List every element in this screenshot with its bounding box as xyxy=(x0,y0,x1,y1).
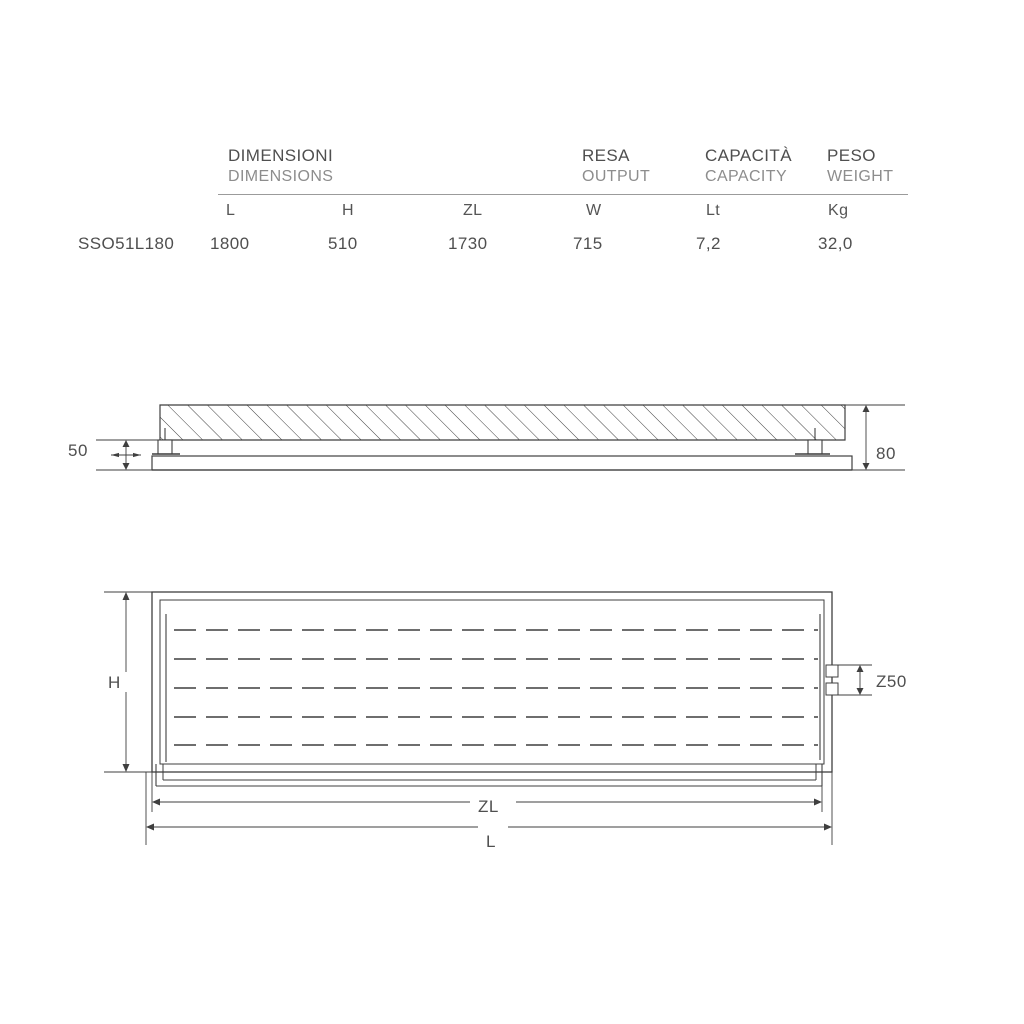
value-zl: 1730 xyxy=(448,234,488,253)
value-capacity: 7,2 xyxy=(696,234,721,253)
header-weight-it: PESO xyxy=(827,146,876,165)
header-output-en: OUTPUT xyxy=(582,168,651,185)
label-height: H xyxy=(108,673,121,692)
value-weight: 32,0 xyxy=(818,234,853,253)
label-l: L xyxy=(486,832,496,851)
front-view xyxy=(104,592,907,851)
label-side-left: 50 xyxy=(68,441,88,460)
side-lower-panel xyxy=(152,456,852,470)
unit-kg: Kg xyxy=(828,202,849,219)
value-height: 510 xyxy=(328,234,358,253)
label-side-right: 80 xyxy=(876,444,896,463)
unit-lt: Lt xyxy=(706,202,721,219)
header-dimensions-en: DIMENSIONS xyxy=(228,168,334,185)
unit-w: W xyxy=(586,202,602,219)
dimension-right-80 xyxy=(845,405,905,470)
value-output: 715 xyxy=(573,234,603,253)
unit-l: L xyxy=(226,202,236,219)
value-length: 1800 xyxy=(210,234,250,253)
unit-zl: ZL xyxy=(463,202,483,219)
header-capacity-en: CAPACITY xyxy=(705,168,788,185)
side-section-view xyxy=(68,405,905,470)
label-z50: Z50 xyxy=(876,672,907,691)
label-zl: ZL xyxy=(478,797,499,816)
dimension-z50 xyxy=(838,665,907,695)
unit-h: H xyxy=(342,202,354,219)
dimension-height-H xyxy=(104,592,152,772)
dimension-zl xyxy=(152,772,822,816)
model-code: SSO51L180 xyxy=(78,234,175,253)
header-capacity-it: CAPACITÀ xyxy=(705,146,792,165)
header-weight-en: WEIGHT xyxy=(827,168,894,185)
header-dimensions-it: DIMENSIONI xyxy=(228,146,334,165)
header-output-it: RESA xyxy=(582,146,630,165)
hatched-body xyxy=(160,405,845,440)
dimension-left-50 xyxy=(68,440,160,470)
front-inner-frame xyxy=(160,600,824,764)
